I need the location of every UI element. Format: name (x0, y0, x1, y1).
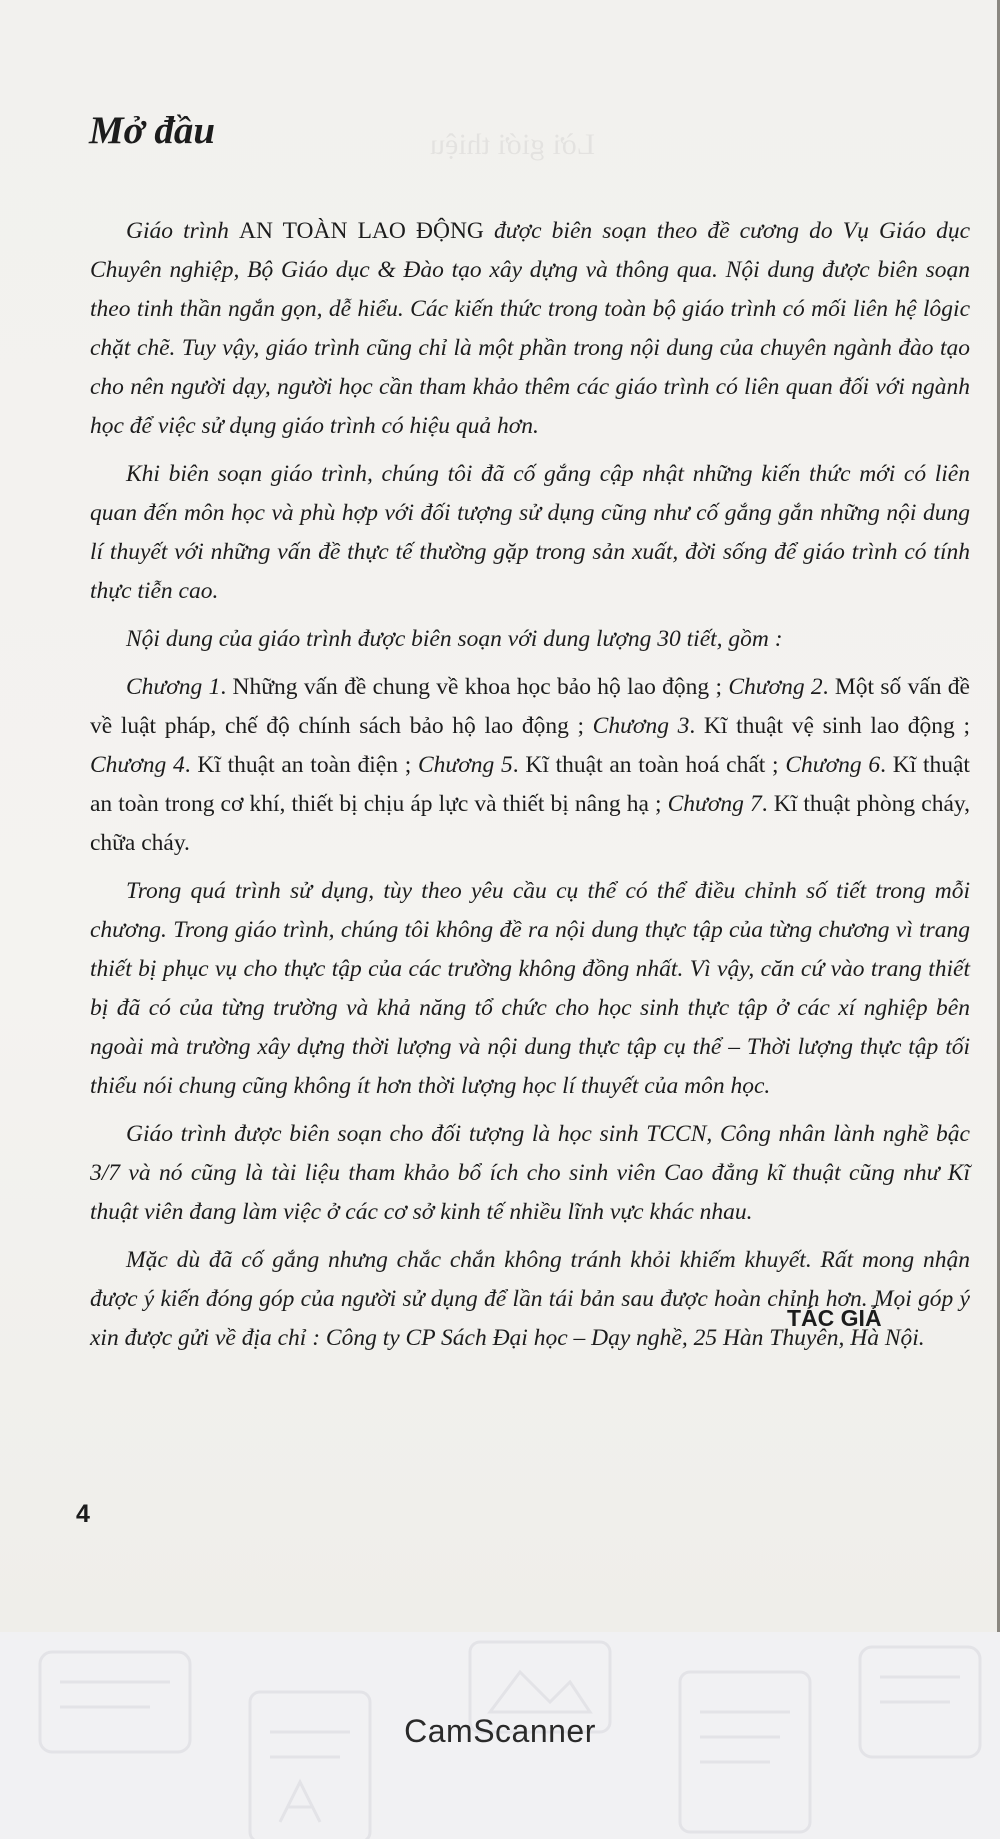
text-segment: . Những vấn đề chung về khoa học bảo hộ lao động ; (220, 674, 729, 700)
paragraph (90, 455, 970, 611)
author-signature: TÁC GIẢ (787, 1305, 882, 1331)
text-segment: được biên soạn theo đề cương do Vụ Giáo dục Chuyên nghiệp, Bộ Giáo dục & Đào tạo xây dựng và thông qua. Nội dung được biên soạn theo tinh thần ngắn gọn, dễ hiểu. Các kiến thức trong toàn bộ giáo trình có mối liên hệ lôgic chặt chẽ. Tuy vậy, giáo trình cũng chỉ là một phần trong nội dung của chuyên ngành đào tạo cho nên người dạy, người học cần tham khảo thêm các giáo trình có liên quan đối với ngành học để việc sử dụng giáo trình có hiệu quả hơn. (90, 218, 970, 439)
text-segment: Chương 2 (728, 674, 823, 700)
text-segment: Mặc dù đã cố gắng nhưng chắc chắn không tránh khỏi khiếm khuyết. Rất mong nhận được ý kiến đóng góp của người sử dụng để lần tái bản sau được hoàn chỉnh hơn. Mọi góp ý xin được gửi về địa chỉ : Công ty CP Sách Đại học – Dạy nghề, 25 Hàn Thuyên, Hà Nội. (90, 1247, 970, 1351)
bleed-through-text: Lời giới thiệu (430, 128, 596, 161)
text-segment: Khi biên soạn giáo trình, chúng tôi đã cố gắng cập nhật những kiến thức mới có liên quan đến môn học và phù hợp với đối tượng sử dụng cũng như cố gắng gắn những nội dung lí thuyết với những vấn đề thực tế thường gặp trong sản xuất, đời sống để giáo trình có tính thực tiễn cao. (90, 461, 970, 604)
text-segment: . Kĩ thuật vệ sinh lao động ; (689, 713, 970, 739)
text-segment: Nội dung của giáo trình được biên soạn với dung lượng 30 tiết, gồm : (126, 626, 783, 652)
text-segment: Chương 1 (126, 674, 221, 700)
paragraph (90, 872, 970, 1106)
paragraph (90, 212, 970, 446)
body-text (90, 212, 970, 1367)
camscanner-brand: CamScanner (404, 1713, 596, 1749)
text-segment: AN TOÀN LAO ĐỘNG (238, 218, 484, 244)
text-segment: . Kĩ thuật an toàn trong cơ khí, thiết bị chịu áp lực và thiết bị nâng hạ ; (90, 752, 970, 817)
paragraph (90, 668, 970, 863)
text-segment: . Kĩ thuật an toàn điện ; (184, 752, 418, 778)
text-segment: Giáo trình được biên soạn cho đối tượng là học sinh TCCN, Công nhân lành nghề bậc 3/7 và nó cũng là tài liệu tham khảo bổ ích cho sinh viên Cao đẳng kĩ thuật cũng như Kĩ thuật viên đang làm việc ở các cơ sở kinh tế nhiều lĩnh vực khác nhau. (90, 1121, 970, 1225)
text-segment: Giáo trình (126, 218, 239, 244)
paragraph (90, 1241, 970, 1358)
text-segment: . Kĩ thuật an toàn hoá chất ; (512, 752, 786, 778)
paragraph (90, 620, 970, 659)
text-segment: Chương 7 (667, 791, 762, 817)
text-segment: Chương 6 (785, 752, 881, 778)
page-number: 4 (76, 1500, 90, 1528)
paragraph (90, 1115, 970, 1232)
text-segment: Trong quá trình sử dụng, tùy theo yêu cầu cụ thể có thể điều chỉnh số tiết trong mỗi chương. Trong giáo trình, chúng tôi không đề ra nội dung thực tập của từng chương vì trang thiết bị phục vụ cho thực tập của các trường không đồng nhất. Vì vậy, căn cứ vào trang thiết bị đã có của từng trường và khả năng tổ chức cho học sinh thực tập ở các xí nghiệp bên ngoài mà trường xây dựng thời lượng và nội dung thực tập cụ thể – Thời lượng thực tập tối thiểu nói chung cũng không ít hơn thời lượng học lí thuyết của môn học. (90, 878, 970, 1099)
text-segment: Chương 5 (417, 752, 513, 778)
text-segment: Chương 3 (592, 713, 690, 739)
text-segment: . Một số vấn đề về luật pháp, chế độ chính sách bảo hộ lao động ; (90, 674, 970, 739)
page-title: Mở đầu (89, 109, 216, 152)
text-segment: Chương 4 (90, 752, 185, 778)
text-segment: . Kĩ thuật phòng cháy, chữa cháy. (90, 791, 970, 856)
